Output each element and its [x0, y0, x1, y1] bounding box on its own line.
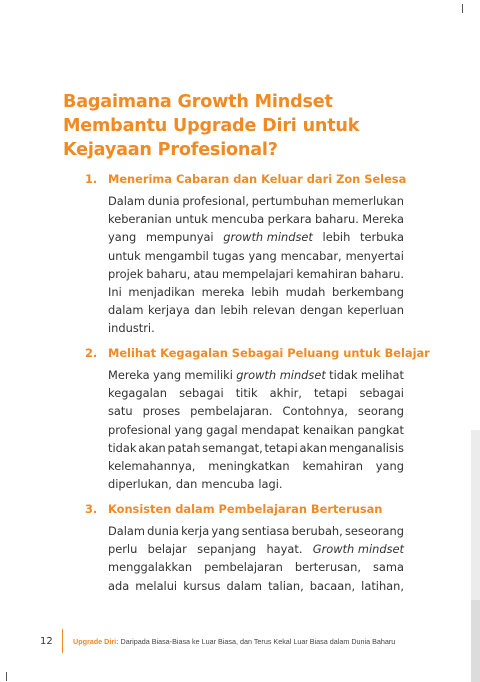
text-line [108, 301, 404, 319]
word: yang [174, 422, 203, 437]
word: tidak [329, 368, 358, 382]
word: keberanian [108, 212, 172, 227]
word: sepanjang [197, 542, 257, 557]
word: baharu, [146, 266, 191, 281]
section-title: Konsisten dalam Pembelajaran Berterusan [108, 502, 383, 516]
title-line: Kejayaan Profesional? [63, 140, 278, 160]
text-line [108, 265, 404, 283]
word: akan [138, 440, 166, 455]
word: kemahiran [296, 266, 358, 281]
section-heading [85, 501, 405, 517]
word: berterusan, [294, 560, 361, 575]
section-number: 1. [85, 172, 98, 186]
text-line [108, 540, 404, 558]
word: sama [372, 560, 404, 575]
word: yang [152, 368, 182, 382]
word: atau [193, 266, 219, 281]
word: mengambil [144, 248, 209, 263]
word: menggalakkan [108, 560, 193, 575]
word: kelemahannya, [108, 459, 196, 474]
word: relevan [252, 303, 296, 318]
page-edge-tab [471, 600, 480, 682]
text-line [108, 558, 404, 576]
word: titik [235, 386, 258, 401]
word: seseorang [344, 524, 404, 538]
word: menjadikan [128, 285, 195, 300]
word: lagi. [258, 477, 283, 492]
word: lebih [322, 230, 351, 245]
word: melalui [135, 578, 178, 593]
text-line [108, 210, 404, 228]
word: dunia [147, 524, 179, 538]
word: memerlukan [332, 194, 404, 208]
text-line [108, 522, 404, 540]
footer-divider [62, 629, 63, 653]
section-title: Menerima Cabaran dan Keluar dari Zon Selesa [108, 172, 407, 186]
section-body [108, 522, 404, 595]
word: hayat. [266, 542, 303, 557]
word: Mereka [108, 368, 150, 382]
word: meningkatkan [208, 459, 290, 474]
word: kemahiran [302, 459, 363, 474]
word: mencabar, [280, 248, 342, 263]
word: seorang [357, 404, 404, 419]
word: gagal [206, 422, 238, 437]
word: dengan [299, 303, 343, 318]
word: menganalisis [328, 440, 404, 455]
section-1 [85, 171, 405, 338]
section-heading [85, 345, 430, 361]
word: latihan, [361, 578, 404, 593]
word: profesional [108, 422, 172, 437]
word: bacaan, [309, 578, 356, 593]
text-line [108, 384, 404, 402]
emphasis: Growth mindset [312, 542, 404, 557]
word: keperluan [347, 303, 404, 318]
text-line [108, 192, 404, 210]
word: pangkat [357, 422, 404, 437]
word: belajar [147, 542, 187, 557]
text-line [108, 475, 404, 493]
section-title: Melihat Kegagalan Sebagai Peluang untuk Belajar [108, 346, 430, 360]
emphasis: growth mindset [223, 230, 313, 245]
word: berkembang [332, 285, 404, 300]
text-line [108, 577, 404, 595]
word: perkara [267, 212, 312, 227]
word: Mereka [362, 212, 404, 227]
word: profesional, [182, 194, 250, 208]
word: kegagalan [108, 386, 167, 401]
word: pembelajaran. [190, 404, 273, 419]
section-heading [85, 171, 405, 187]
section-number: 3. [85, 502, 98, 516]
word: mudah [285, 285, 326, 300]
word: melihat [360, 368, 404, 382]
word: yang [211, 524, 240, 538]
word: dunia [147, 194, 180, 208]
word: memiliki [184, 368, 233, 382]
word: akhir, [269, 386, 302, 401]
word: berubah, [291, 524, 343, 538]
word: baharu. [360, 266, 404, 281]
word: baharu. [314, 212, 359, 227]
word: lebih [220, 303, 249, 318]
word: talian, [268, 578, 304, 593]
word: yang [375, 459, 404, 474]
word: dalam [108, 303, 144, 318]
word: untuk [175, 212, 208, 227]
section-number: 2. [85, 346, 98, 360]
word: mendapat [241, 422, 300, 437]
word: dalam [226, 578, 262, 593]
word: mencuba [211, 212, 265, 227]
word: tetapi [264, 440, 298, 455]
text-line [108, 319, 404, 337]
book-subtitle: Daripada Biasa-Biasa ke Luar Biasa, dan Terus Kekal Luar Biasa dalam Dunia Baharu [118, 637, 396, 646]
word: kerjaya [148, 303, 190, 318]
word: satu [108, 404, 133, 419]
book-title: Upgrade Diri: [73, 637, 119, 646]
word: pembelajaran [204, 560, 283, 575]
word: pertumbuhan [251, 194, 330, 208]
word: untuk [108, 248, 141, 263]
word: tugas [212, 248, 245, 263]
word: Dalam [108, 524, 145, 538]
word: terbuka [359, 230, 404, 245]
text-line [108, 366, 404, 384]
text-line [108, 402, 404, 420]
text-line [108, 457, 404, 475]
word: tetapi [314, 386, 348, 401]
word: ada [108, 578, 130, 593]
page-number: 12 [40, 636, 53, 647]
word: projek [108, 266, 144, 281]
section-2 [85, 345, 430, 493]
word: proses [142, 404, 181, 419]
section-3 [85, 501, 405, 595]
word: yang [108, 230, 137, 245]
text-line [108, 228, 404, 246]
word: yang [248, 248, 277, 263]
word: kerja [181, 524, 210, 538]
word: menyertai [345, 248, 404, 263]
word: sebagai [359, 386, 404, 401]
title-line: Membantu Upgrade Diri untuk [63, 116, 360, 136]
word: lebih [251, 285, 279, 300]
word: patah [167, 440, 201, 455]
word: dan [175, 477, 198, 492]
section-body [108, 192, 404, 338]
text-line [108, 283, 404, 301]
word: sentiasa [241, 524, 290, 538]
word: akan [299, 440, 328, 455]
word: Ini [108, 285, 122, 300]
text-line [108, 439, 404, 457]
emphasis: growth mindset [236, 368, 326, 382]
word: mereka [201, 285, 245, 300]
word: Dalam [108, 194, 145, 208]
word: dan [194, 303, 216, 318]
word: mempunyai [145, 230, 214, 245]
crop-mark-top-right [462, 4, 463, 13]
text-line [108, 247, 404, 265]
word: sebagai [179, 386, 224, 401]
word: Contohnya, [282, 404, 348, 419]
text-line [108, 421, 404, 439]
word: diperlukan, [108, 477, 172, 492]
word: mempelajari [221, 266, 294, 281]
word: kursus [183, 578, 221, 593]
section-body [108, 366, 404, 493]
page-title [63, 90, 403, 162]
word: mencuba [201, 477, 255, 492]
title-line: Bagaimana Growth Mindset [63, 92, 333, 112]
word: industri. [108, 321, 155, 336]
running-footer [73, 637, 395, 646]
word: tidak [108, 440, 137, 455]
word: semangat, [202, 440, 263, 455]
word: kenaikan [302, 422, 354, 437]
crop-mark-bottom-left [6, 672, 7, 681]
word: perlu [108, 542, 138, 557]
